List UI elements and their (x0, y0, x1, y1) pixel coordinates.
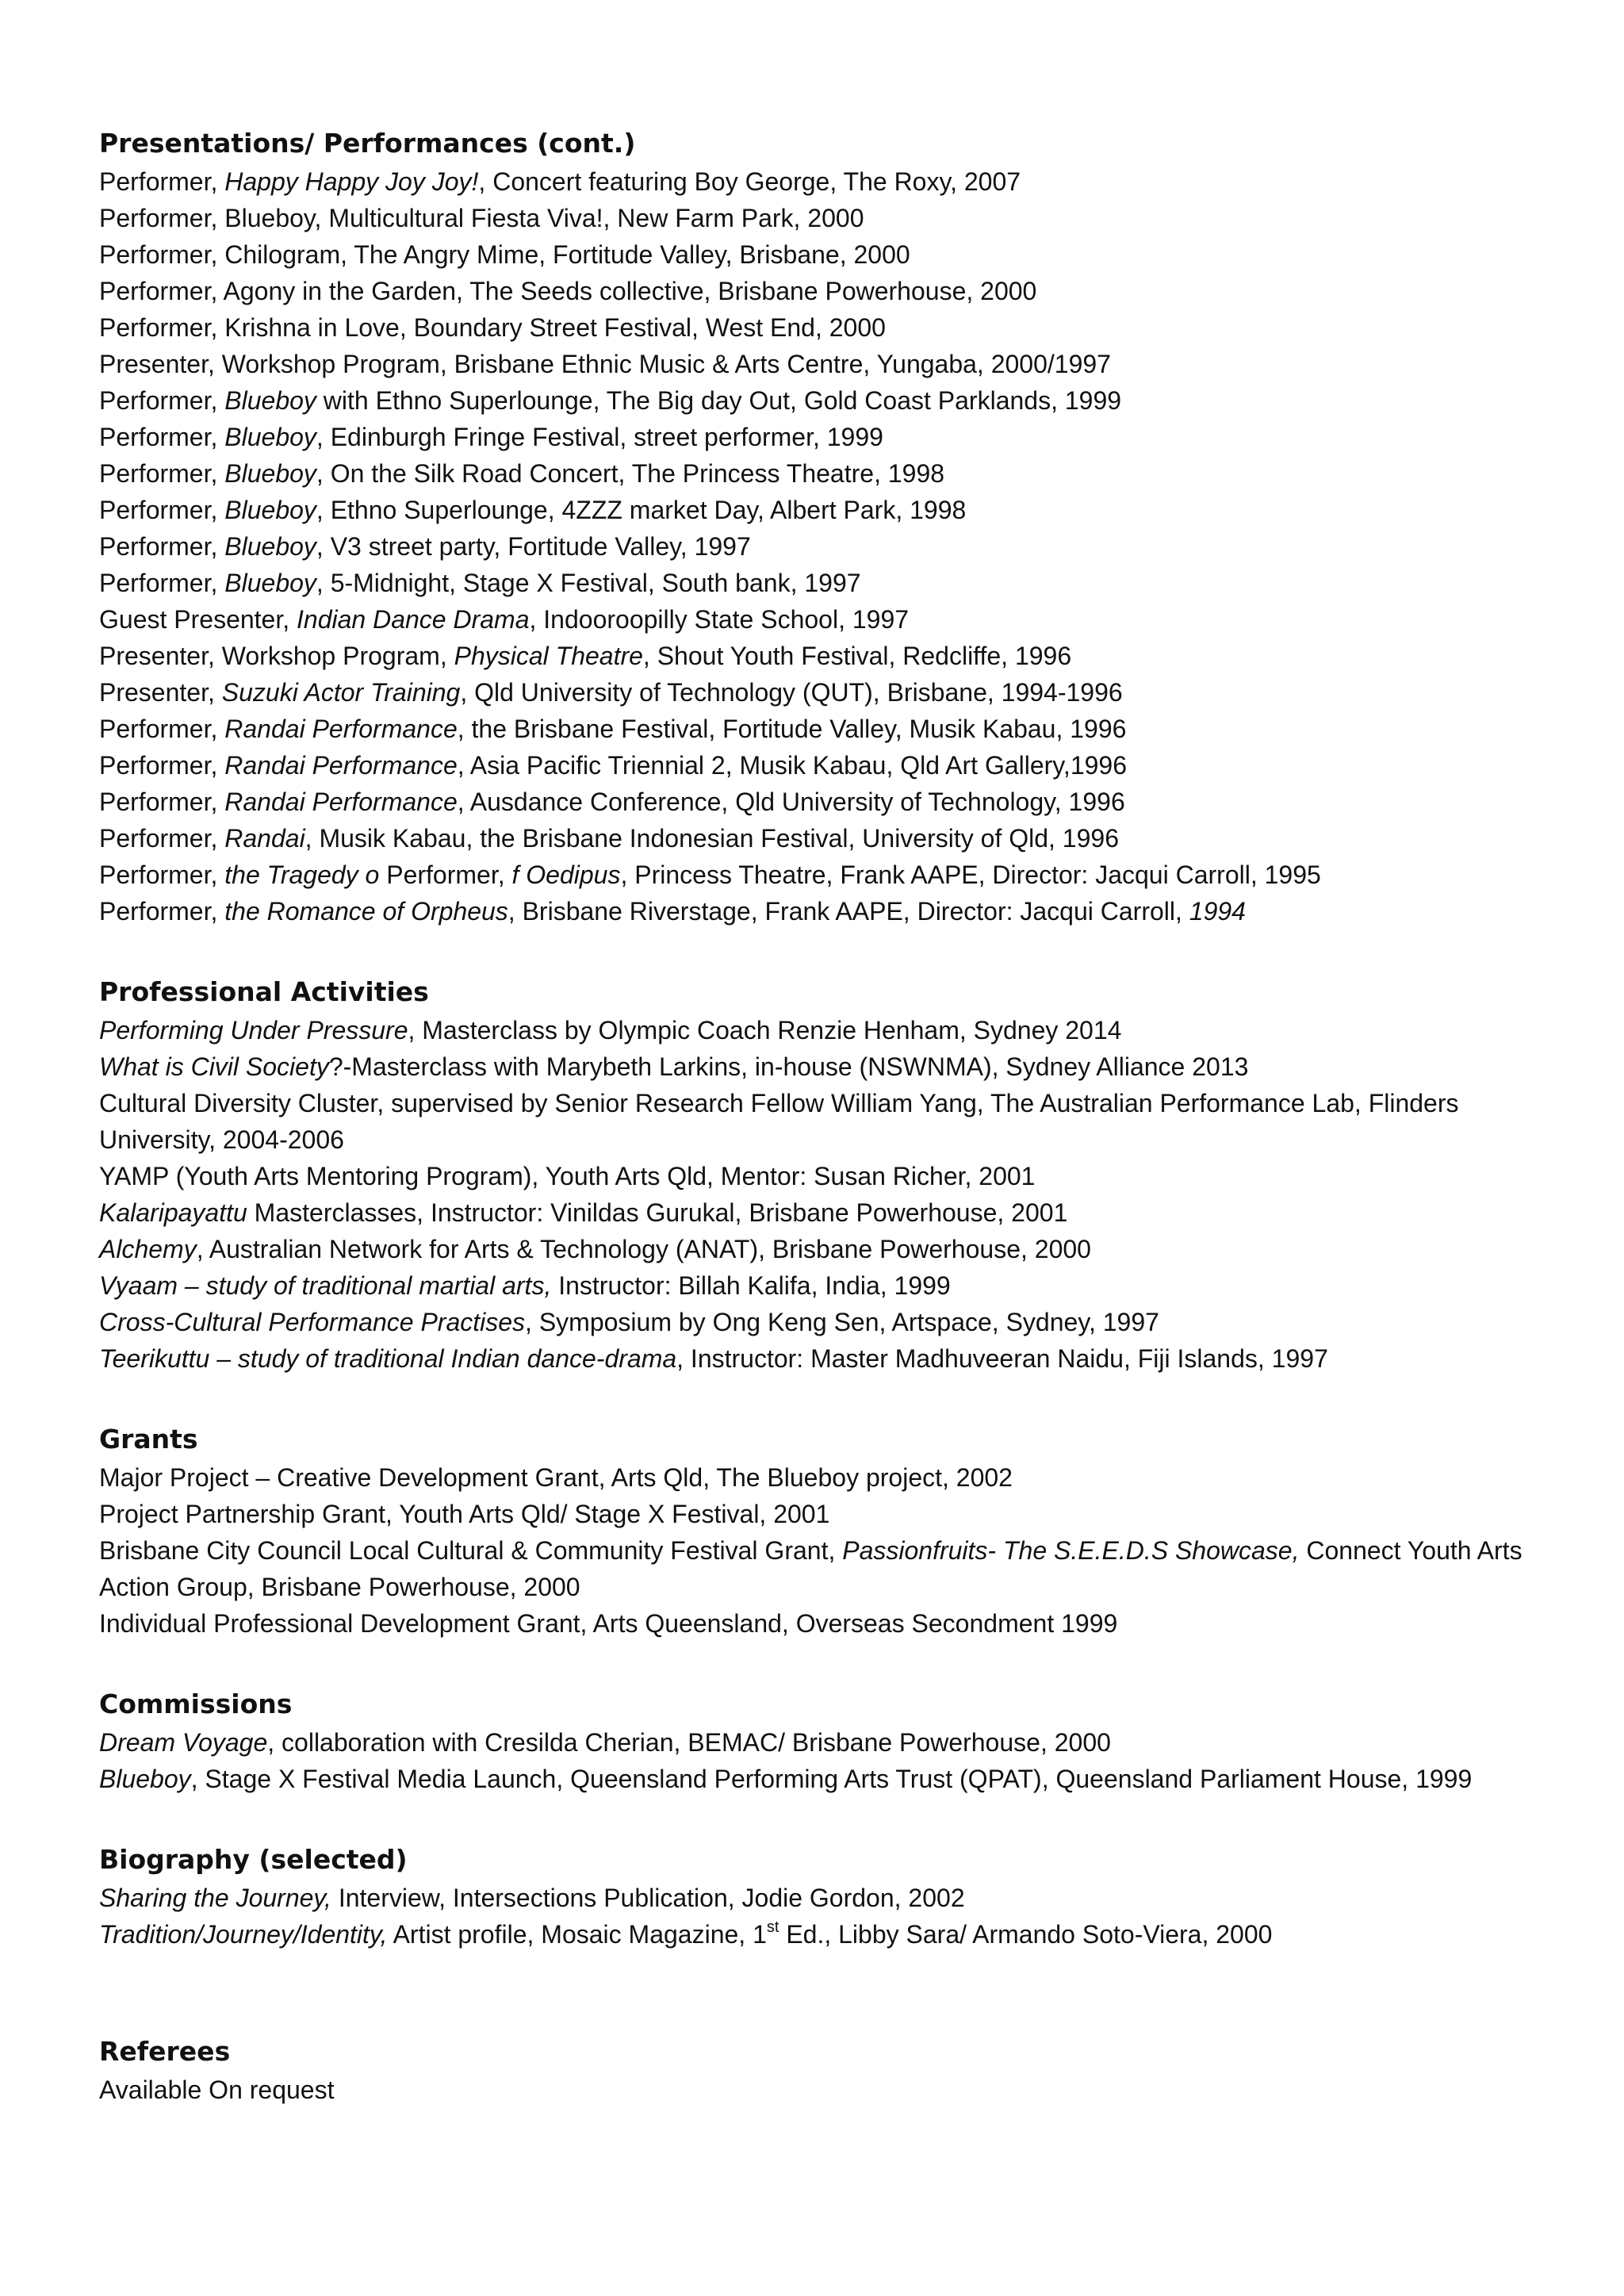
list-item: Performer, Randai Performance, Ausdance Conference, Qld University of Technology, 1996 (99, 788, 1125, 816)
list-item: Individual Professional Development Grant, Arts Queensland, Overseas Secondment 1999 (99, 1609, 1118, 1638)
list-item: Presenter, Workshop Program, Brisbane Ethnic Music & Arts Centre, Yungaba, 2000/1997 (99, 350, 1111, 378)
section-biography (99, 1843, 1526, 1953)
section-heading: Commissions (99, 1688, 293, 1719)
list-item: Performer, Blueboy, Ethno Superlounge, 4ZZZ market Day, Albert Park, 1998 (99, 496, 967, 524)
section-heading: Grants (99, 1424, 198, 1455)
section-heading: Referees (99, 2036, 231, 2067)
list-item: Performer, Randai Performance, the Brisbane Festival, Fortitude Valley, Musik Kabau, 1996 (99, 715, 1127, 743)
list-item: Performer, Blueboy, V3 street party, Fortitude Valley, 1997 (99, 532, 751, 561)
list-item: Cross-Cultural Performance Practises, Symposium by Ong Keng Sen, Artspace, Sydney, 1997 (99, 1308, 1159, 1336)
list-item: Project Partnership Grant, Youth Arts Qld/ Stage X Festival, 2001 (99, 1500, 830, 1528)
list-item: Performing Under Pressure, Masterclass by Olympic Coach Renzie Henham, Sydney 2014 (99, 1016, 1122, 1045)
section-referees (99, 2035, 1526, 2108)
referees-text: Available On request (99, 2076, 335, 2104)
list-item: Teerikuttu – study of traditional Indian dance-drama, Instructor: Master Madhuveeran Naidu, Fiji Islands, 1997 (99, 1344, 1328, 1373)
list-item: Presenter, Workshop Program, Physical Theatre, Shout Youth Festival, Redcliffe, 1996 (99, 642, 1072, 670)
list-item: What is Civil Society?-Masterclass with Marybeth Larkins, in-house (NSWNMA), Sydney Alliance 2013 (99, 1052, 1249, 1081)
section-presentations (99, 127, 1526, 930)
list-item: Blueboy, Stage X Festival Media Launch, Queensland Performing Arts Trust (QPAT), Queensland Parliament House, 1999 (99, 1765, 1473, 1793)
list-item: Performer, Randai, Musik Kabau, the Brisbane Indonesian Festival, University of Qld, 1996 (99, 824, 1119, 853)
section-heading: Professional Activities (99, 976, 429, 1007)
list-item: Performer, Blueboy with Ethno Superlounge, The Big day Out, Gold Coast Parklands, 1999 (99, 386, 1122, 415)
list-item: Performer, the Tragedy o Performer, f Oedipus, Princess Theatre, Frank AAPE, Director: Jacqui Carroll, 1995 (99, 861, 1321, 889)
list-item: Performer, Krishna in Love, Boundary Street Festival, West End, 2000 (99, 313, 886, 342)
list-item: Major Project – Creative Development Grant, Arts Qld, The Blueboy project, 2002 (99, 1463, 1013, 1492)
list-item: Performer, Chilogram, The Angry Mime, Fortitude Valley, Brisbane, 2000 (99, 240, 910, 269)
list-item: Guest Presenter, Indian Dance Drama, Indooroopilly State School, 1997 (99, 605, 910, 634)
list-item: Vyaam – study of traditional martial arts, Instructor: Billah Kalifa, India, 1999 (99, 1271, 951, 1300)
section-professional-activities (99, 976, 1526, 1377)
list-item: Performer, Randai Performance, Asia Pacific Triennial 2, Musik Kabau, Qld Art Gallery,1996 (99, 751, 1127, 780)
list-item: Performer, the Romance of Orpheus, Brisbane Riverstage, Frank AAPE, Director: Jacqui Carroll, 1994 (99, 897, 1246, 926)
list-item: Brisbane City Council Local Cultural & Community Festival Grant, Passionfruits- The S.E.E.D.S Showcase, Connect Youth Arts Action Group, Brisbane Powerhouse, 2000 (99, 1536, 1522, 1601)
list-item: Presenter, Suzuki Actor Training, Qld University of Technology (QUT), Brisbane, 1994-1996 (99, 678, 1123, 707)
list-item: Alchemy, Australian Network for Arts & Technology (ANAT), Brisbane Powerhouse, 2000 (99, 1235, 1091, 1263)
list-item: Performer, Happy Happy Joy Joy!, Concert featuring Boy George, The Roxy, 2007 (99, 167, 1021, 196)
list-item: YAMP (Youth Arts Mentoring Program), Youth Arts Qld, Mentor: Susan Richer, 2001 (99, 1162, 1036, 1190)
document-page (99, 127, 1526, 2108)
section-heading: Presentations/ Performances (cont.) (99, 128, 636, 159)
section-grants (99, 1423, 1526, 1642)
list-item: Performer, Blueboy, 5-Midnight, Stage X Festival, South bank, 1997 (99, 569, 861, 597)
list-item: Performer, Agony in the Garden, The Seeds collective, Brisbane Powerhouse, 2000 (99, 277, 1037, 305)
list-item: Dream Voyage, collaboration with Cresilda Cherian, BEMAC/ Brisbane Powerhouse, 2000 (99, 1728, 1111, 1757)
list-item: Kalaripayattu Masterclasses, Instructor: Vinildas Gurukal, Brisbane Powerhouse, 2001 (99, 1198, 1068, 1227)
list-item: Performer, Blueboy, On the Silk Road Concert, The Princess Theatre, 1998 (99, 459, 945, 488)
list-item: Cultural Diversity Cluster, supervised by Senior Research Fellow William Yang, The Australian Performance Lab, Flinders University, 2004-2006 (99, 1089, 1459, 1154)
list-item: Performer, Blueboy, Multicultural Fiesta Viva!, New Farm Park, 2000 (99, 204, 864, 232)
section-commissions (99, 1688, 1526, 1797)
list-item: Sharing the Journey, Interview, Intersections Publication, Jodie Gordon, 2002 (99, 1884, 965, 1912)
section-heading: Biography (selected) (99, 1844, 408, 1875)
list-item: Performer, Blueboy, Edinburgh Fringe Festival, street performer, 1999 (99, 423, 883, 451)
list-item: Tradition/Journey/Identity, Artist profile, Mosaic Magazine, 1st Ed., Libby Sara/ Armando Soto-Viera, 2000 (99, 1918, 1273, 1949)
